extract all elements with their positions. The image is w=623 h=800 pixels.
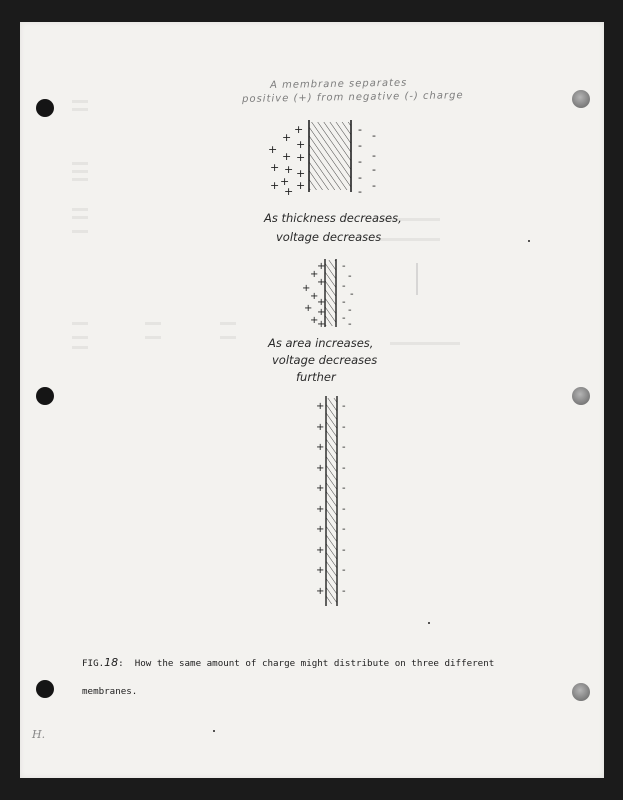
plus-charge: + <box>280 175 290 188</box>
margin-mark: H. <box>32 728 46 741</box>
plus-charge: + <box>310 269 319 280</box>
plus-charge: + <box>316 544 325 556</box>
minus-charge: - <box>342 297 346 308</box>
plus-charge: + <box>284 185 294 198</box>
minus-charge: - <box>358 185 362 198</box>
plus-charge: + <box>296 167 306 180</box>
minus-charge: - <box>342 442 346 453</box>
plus-charge: + <box>296 138 306 151</box>
minus-charge: - <box>348 319 352 330</box>
plus-charge: + <box>268 143 278 156</box>
plus-charge: + <box>316 524 325 535</box>
plus-charge: + <box>294 123 304 136</box>
minus-charge: - <box>342 585 346 597</box>
stray-mark <box>428 622 430 624</box>
minus-charge: - <box>358 123 362 136</box>
plus-charge: + <box>316 462 325 474</box>
plus-charge: + <box>316 565 325 576</box>
plus-charge: + <box>284 163 294 176</box>
minus-charge: - <box>358 155 362 168</box>
note-line-2: positive (+) from negative (-) charge <box>242 90 464 105</box>
figure-caption <box>82 649 532 706</box>
membrane-thick-body <box>309 122 351 190</box>
minus-charge: - <box>342 565 346 576</box>
minus-charge: - <box>372 129 376 142</box>
label-area-line-1: As area increases, <box>268 336 374 350</box>
minus-charge: - <box>372 179 376 192</box>
plus-charge: + <box>270 179 280 192</box>
minus-charge: - <box>350 289 354 300</box>
minus-charge: - <box>342 261 346 272</box>
minus-charge: - <box>342 462 346 474</box>
plus-charge: + <box>317 319 326 330</box>
plus-charge: + <box>310 315 319 326</box>
membrane-thin-body <box>325 260 336 326</box>
minus-charge: - <box>358 139 362 152</box>
minus-charge: - <box>348 305 352 316</box>
minus-charge: - <box>358 171 362 184</box>
label-thickness-line-1: As thickness decreases, <box>264 211 402 225</box>
minus-charge: - <box>342 281 346 292</box>
plus-charge: + <box>316 442 325 453</box>
stray-mark <box>528 240 530 242</box>
plus-charge: + <box>316 401 325 412</box>
plus-charge: + <box>282 131 292 144</box>
minus-charge: - <box>348 271 352 282</box>
label-area-line-3: further <box>296 370 336 384</box>
minus-charge: - <box>372 149 376 162</box>
caption-text: : How the same amount of charge might distribute on three different membranes. <box>82 658 495 697</box>
minus-charge: - <box>342 313 346 324</box>
figure-label: FIG. <box>82 658 105 669</box>
plus-charge: + <box>302 283 311 294</box>
plus-charge: + <box>310 291 319 302</box>
plus-charge: + <box>282 150 292 163</box>
minus-charge: - <box>372 163 376 176</box>
minus-charge: - <box>342 524 346 535</box>
note-line-1: A membrane separates <box>270 77 408 91</box>
minus-charge: - <box>342 401 346 412</box>
minus-charge: - <box>342 483 346 494</box>
plus-charge: + <box>304 303 313 314</box>
plus-charge: + <box>316 483 325 494</box>
plus-charge: + <box>296 179 306 192</box>
plus-charge: + <box>316 503 325 515</box>
minus-charge: - <box>342 503 346 515</box>
stray-mark <box>213 730 215 732</box>
label-area-line-2: voltage decreases <box>272 353 378 367</box>
plus-charge: + <box>316 585 325 597</box>
minus-charge: - <box>342 421 346 433</box>
plus-charge: + <box>316 421 325 433</box>
membrane-thick <box>309 120 351 192</box>
membrane-large-body <box>326 398 337 604</box>
label-thickness-line-2: voltage decreases <box>276 230 382 244</box>
plus-charge: + <box>317 307 326 318</box>
membrane-thin <box>325 259 336 327</box>
plus-charge: + <box>317 297 326 308</box>
membrane-large-area <box>326 396 337 606</box>
plus-charge: + <box>296 151 306 164</box>
figure-number: 18 <box>104 656 119 669</box>
minus-charge: - <box>342 544 346 556</box>
plus-charge: + <box>317 261 326 272</box>
plus-charge: + <box>317 277 326 288</box>
plus-charge: + <box>270 161 280 174</box>
